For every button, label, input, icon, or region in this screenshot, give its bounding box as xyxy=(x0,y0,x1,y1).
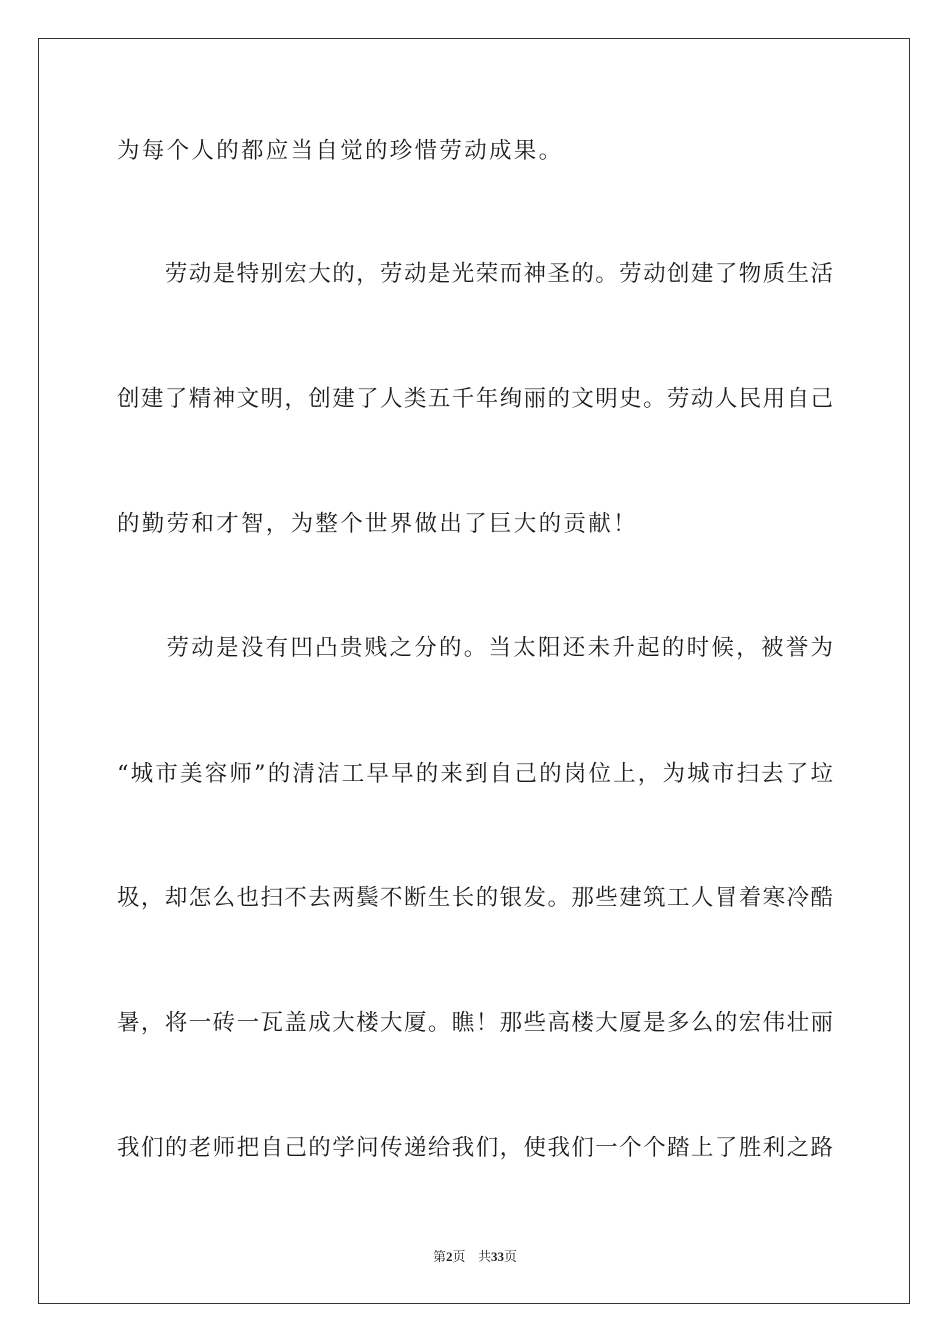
text-line-5: 劳动是没有凹凸贵贱之分的。当太阳还未升起的时候，被誉为 xyxy=(117,635,833,661)
page-number: 2 xyxy=(446,1249,453,1264)
page-suffix: 页 xyxy=(452,1250,466,1265)
text-line-4: 的勤劳和才智，为整个世界做出了巨大的贡献！ xyxy=(117,511,638,537)
text-line-9: 我们的老师把自己的学问传递给我们，使我们一个个踏上了胜利之路 xyxy=(117,1135,833,1161)
text-line-3: 创建了精神文明，创建了人类五千年绚丽的文明史。劳动人民用自己 xyxy=(117,386,833,412)
total-pages: 33 xyxy=(490,1249,504,1264)
total-prefix: 共 xyxy=(477,1250,491,1265)
text-line-1: 为每个人的都应当自觉的珍惜劳动成果。 xyxy=(117,138,564,164)
page-border xyxy=(38,38,910,1304)
page-footer xyxy=(0,1248,950,1267)
text-line-2: 劳动是特别宏大的，劳动是光荣而神圣的。劳动创建了物质生活 xyxy=(117,261,833,287)
text-line-7: 圾，却怎么也扫不去两鬓不断生长的银发。那些建筑工人冒着寒冷酷 xyxy=(117,885,833,911)
text-line-8: 暑，将一砖一瓦盖成大楼大厦。瞧！那些高楼大厦是多么的宏伟壮丽 xyxy=(117,1010,833,1036)
total-suffix: 页 xyxy=(503,1250,517,1265)
text-line-6: “城市美容师”的清洁工早早的来到自己的岗位上，为城市扫去了垃 xyxy=(117,761,833,787)
page-prefix: 第 xyxy=(433,1250,447,1265)
